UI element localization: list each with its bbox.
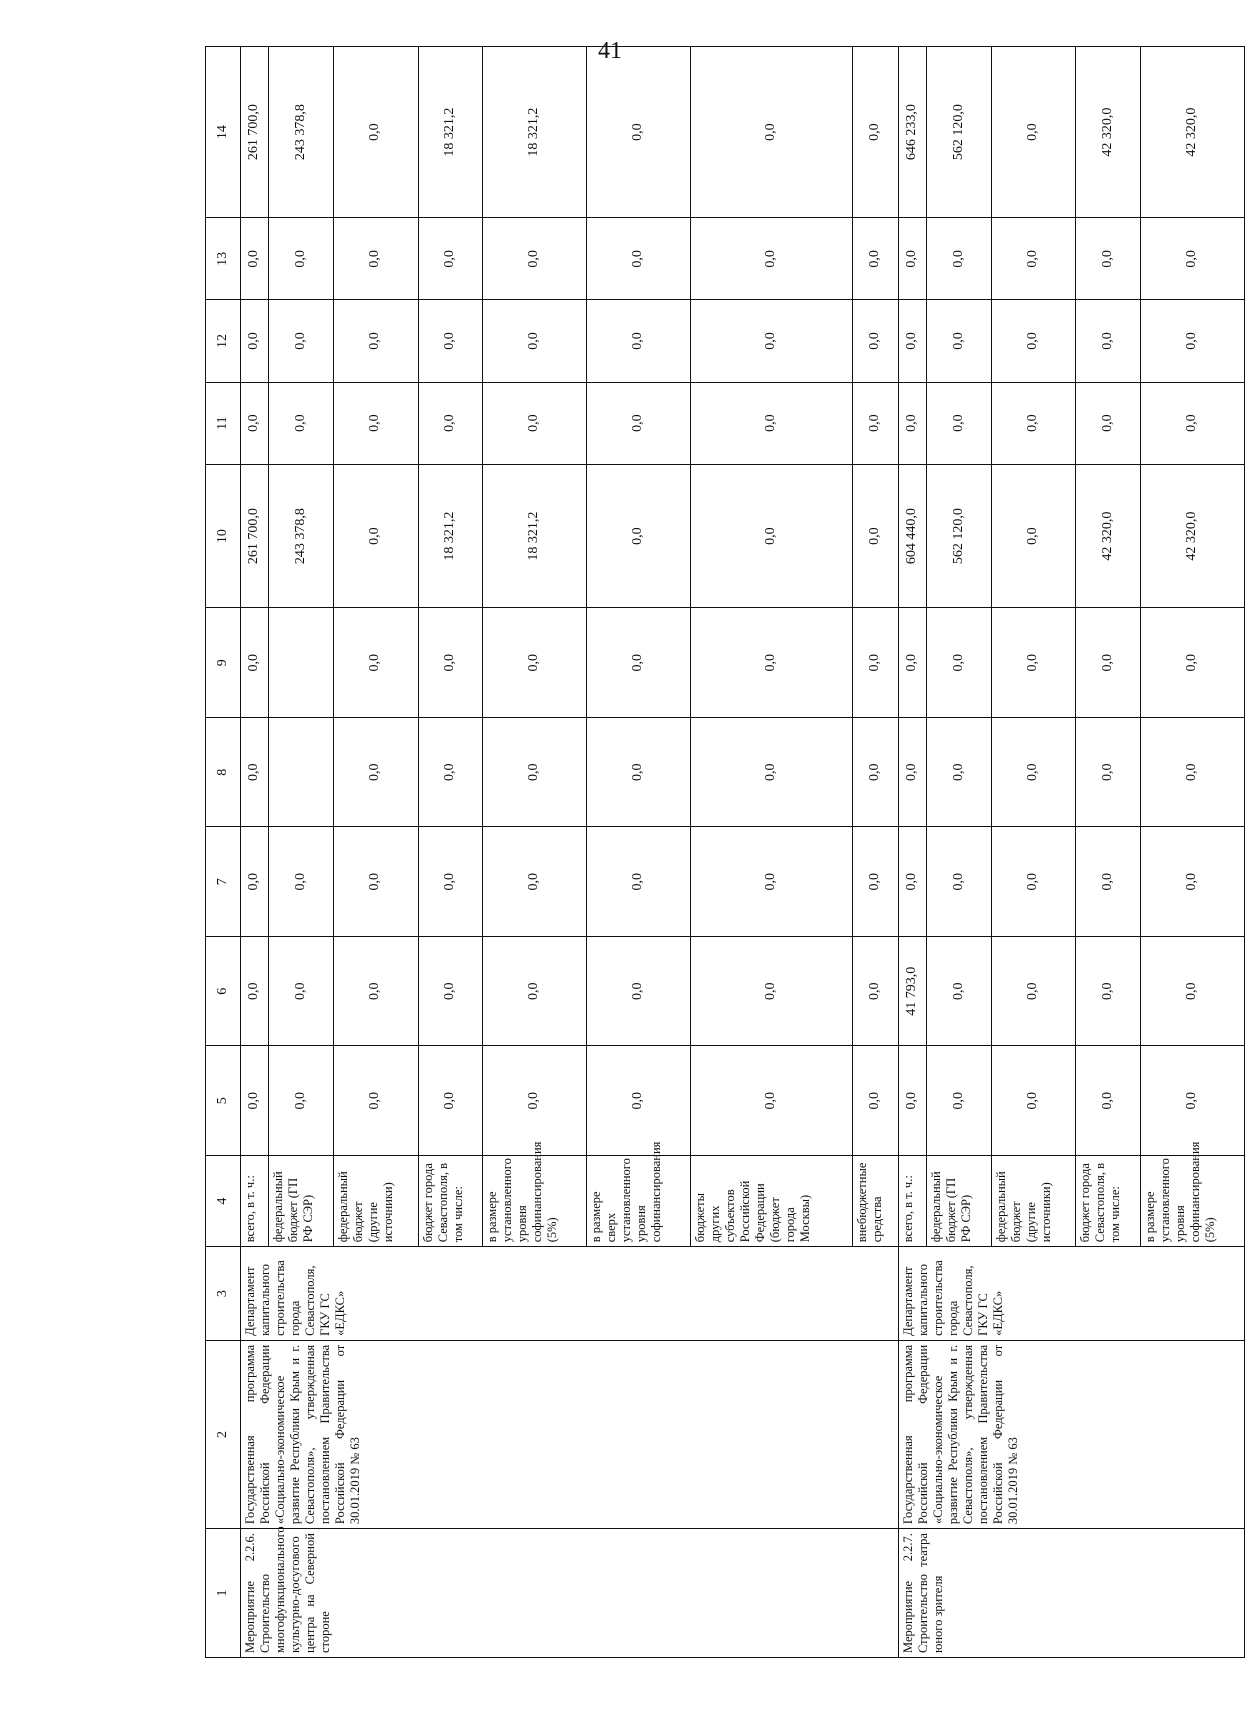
value-cell: 0,0 [853, 936, 898, 1046]
value-cell: 0,0 [853, 717, 898, 827]
value-cell: 42 320,0 [1076, 47, 1141, 218]
value-cell: 0,0 [418, 936, 483, 1046]
value-cell: 0,0 [1141, 936, 1245, 1046]
value-cell: 0,0 [1076, 218, 1141, 300]
col-header: 4 [206, 1156, 241, 1247]
value-cell: 261 700,0 [241, 464, 269, 608]
col-header: 2 [206, 1340, 241, 1528]
col-header: 9 [206, 608, 241, 718]
value-cell: 0,0 [1141, 300, 1245, 382]
value-cell: 0,0 [418, 382, 483, 464]
value-cell: 0,0 [1076, 300, 1141, 382]
value-cell: 0,0 [691, 936, 853, 1046]
source-cell: бюджеты других субъектов Российской Федерации (бюджет города Москвы) [691, 1156, 853, 1247]
value-cell: 0,0 [334, 382, 418, 464]
value-cell: 0,0 [926, 1046, 991, 1156]
value-cell: 243 378,8 [269, 464, 334, 608]
rotated-table-container [205, 46, 1245, 1658]
value-cell: 0,0 [898, 1046, 926, 1156]
col-header: 5 [206, 1046, 241, 1156]
value-cell: 0,0 [483, 300, 587, 382]
value-cell: 0,0 [1141, 717, 1245, 827]
value-cell: 0,0 [898, 827, 926, 937]
table-body [241, 47, 1245, 1658]
value-cell: 0,0 [418, 218, 483, 300]
source-cell: федеральный бюджет (другие источники) [991, 1156, 1075, 1247]
budget-table [205, 46, 1245, 1658]
value-cell: 0,0 [587, 1046, 691, 1156]
value-cell: 0,0 [691, 300, 853, 382]
value-cell: 0,0 [926, 936, 991, 1046]
value-cell: 0,0 [898, 300, 926, 382]
value-cell: 0,0 [1076, 608, 1141, 718]
value-cell: 0,0 [1076, 717, 1141, 827]
col-header: 14 [206, 47, 241, 218]
value-cell: 0,0 [587, 827, 691, 937]
value-cell: 0,0 [241, 300, 269, 382]
value-cell: 0,0 [853, 382, 898, 464]
value-cell: 0,0 [691, 827, 853, 937]
value-cell: 0,0 [691, 382, 853, 464]
value-cell: 0,0 [483, 608, 587, 718]
value-cell: 0,0 [269, 1046, 334, 1156]
value-cell: 0,0 [898, 608, 926, 718]
value-cell: 0,0 [853, 827, 898, 937]
activity-cell: Мероприятие 2.2.6. Строительство многофункционального культурно-досугового центра на Северной стороне [241, 1529, 899, 1658]
activity-cell: Мероприятие 2.2.7. Строительство театра юного зрителя [898, 1529, 1244, 1658]
value-cell: 0,0 [926, 827, 991, 937]
value-cell: 0,0 [334, 717, 418, 827]
value-cell: 0,0 [269, 300, 334, 382]
value-cell: 0,0 [483, 717, 587, 827]
col-header: 3 [206, 1247, 241, 1341]
program-cell: Государственная программа Российской Федерации «Социально-экономическое развитие Республики Крым и г. Севастополя», утвержденная постановлением Правительства Российской Федерации от 30.01.2019 № 63 [898, 1340, 1244, 1528]
value-cell: 0,0 [991, 608, 1075, 718]
value-cell: 0,0 [269, 382, 334, 464]
value-cell: 0,0 [691, 47, 853, 218]
value-cell: 0,0 [587, 717, 691, 827]
value-cell: 0,0 [418, 608, 483, 718]
value-cell: 0,0 [418, 300, 483, 382]
value-cell: 0,0 [991, 218, 1075, 300]
value-cell: 0,0 [334, 218, 418, 300]
value-cell: 0,0 [483, 218, 587, 300]
value-cell: 18 321,2 [483, 464, 587, 608]
value-cell: 0,0 [334, 464, 418, 608]
source-cell: всего, в т. ч.: [898, 1156, 926, 1247]
value-cell: 0,0 [926, 608, 991, 718]
value-cell: 0,0 [483, 827, 587, 937]
executor-cell: Департамент капитального строительства города Севастополя, ГКУ ГС «ЕДКС» [898, 1247, 1244, 1341]
value-cell: 0,0 [991, 464, 1075, 608]
col-header: 10 [206, 464, 241, 608]
value-cell: 0,0 [1141, 1046, 1245, 1156]
col-header: 8 [206, 717, 241, 827]
value-cell: 0,0 [241, 936, 269, 1046]
value-cell: 0,0 [587, 47, 691, 218]
value-cell: 0,0 [991, 827, 1075, 937]
value-cell [269, 717, 334, 827]
value-cell: 0,0 [334, 827, 418, 937]
value-cell: 0,0 [991, 936, 1075, 1046]
value-cell: 562 120,0 [926, 47, 991, 218]
source-cell: федеральный бюджет (ГП РФ СЭР) [269, 1156, 334, 1247]
value-cell: 0,0 [1076, 827, 1141, 937]
table-header [206, 47, 241, 1658]
value-cell: 0,0 [1076, 936, 1141, 1046]
source-cell: в размере сверх установленного уровня софинансирования [587, 1156, 691, 1247]
value-cell: 0,0 [853, 608, 898, 718]
source-cell: в размере установленного уровня софинансирования (5%) [1141, 1156, 1245, 1247]
value-cell: 0,0 [241, 608, 269, 718]
value-cell: 0,0 [853, 300, 898, 382]
value-cell: 0,0 [334, 608, 418, 718]
value-cell: 0,0 [926, 717, 991, 827]
value-cell: 0,0 [241, 827, 269, 937]
value-cell: 0,0 [587, 936, 691, 1046]
value-cell: 0,0 [418, 827, 483, 937]
value-cell: 42 320,0 [1141, 47, 1245, 218]
value-cell: 0,0 [1141, 218, 1245, 300]
value-cell: 0,0 [926, 300, 991, 382]
table-row [898, 47, 926, 1658]
value-cell: 0,0 [898, 218, 926, 300]
value-cell: 0,0 [241, 382, 269, 464]
value-cell: 0,0 [853, 218, 898, 300]
source-cell: бюджет города Севастополя, в том числе: [1076, 1156, 1141, 1247]
page-number: 41 [598, 38, 622, 64]
value-cell: 0,0 [334, 1046, 418, 1156]
value-cell: 0,0 [241, 1046, 269, 1156]
value-cell: 0,0 [241, 218, 269, 300]
value-cell: 18 321,2 [418, 464, 483, 608]
value-cell: 0,0 [991, 382, 1075, 464]
value-cell: 0,0 [334, 936, 418, 1046]
value-cell: 18 321,2 [418, 47, 483, 218]
source-cell: всего, в т. ч.: [241, 1156, 269, 1247]
value-cell: 0,0 [269, 827, 334, 937]
value-cell: 42 320,0 [1141, 464, 1245, 608]
value-cell: 0,0 [691, 608, 853, 718]
col-header: 13 [206, 218, 241, 300]
value-cell: 0,0 [691, 218, 853, 300]
executor-cell: Департамент капитального строительства города Севастополя, ГКУ ГС «ЕДКС» [241, 1247, 899, 1341]
value-cell: 0,0 [483, 1046, 587, 1156]
value-cell: 0,0 [241, 717, 269, 827]
value-cell: 0,0 [991, 300, 1075, 382]
program-cell: Государственная программа Российской Федерации «Социально-экономическое развитие Республики Крым и г. Севастополя», утвержденная постановлением Правительства Российской Федерации от 30.01.2019 № 63 [241, 1340, 899, 1528]
value-cell: 0,0 [1141, 827, 1245, 937]
col-header: 11 [206, 382, 241, 464]
value-cell: 0,0 [691, 1046, 853, 1156]
value-cell: 0,0 [418, 1046, 483, 1156]
value-cell: 646 233,0 [898, 47, 926, 218]
value-cell: 0,0 [691, 717, 853, 827]
value-cell: 41 793,0 [898, 936, 926, 1046]
value-cell: 18 321,2 [483, 47, 587, 218]
source-cell: федеральный бюджет (ГП РФ СЭР) [926, 1156, 991, 1247]
value-cell: 0,0 [1141, 608, 1245, 718]
value-cell: 0,0 [991, 47, 1075, 218]
value-cell: 0,0 [587, 300, 691, 382]
value-cell: 0,0 [853, 464, 898, 608]
value-cell: 604 440,0 [898, 464, 926, 608]
col-header: 7 [206, 827, 241, 937]
value-cell: 0,0 [898, 382, 926, 464]
value-cell: 562 120,0 [926, 464, 991, 608]
value-cell: 0,0 [853, 47, 898, 218]
value-cell: 0,0 [418, 717, 483, 827]
value-cell: 0,0 [853, 1046, 898, 1156]
value-cell: 261 700,0 [241, 47, 269, 218]
source-cell: бюджет города Севастополя, в том числе: [418, 1156, 483, 1247]
value-cell: 0,0 [587, 218, 691, 300]
col-header: 12 [206, 300, 241, 382]
value-cell: 0,0 [587, 464, 691, 608]
col-header: 1 [206, 1529, 241, 1658]
table-row [241, 47, 269, 1658]
col-header: 6 [206, 936, 241, 1046]
source-cell: федеральный бюджет (другие источники) [334, 1156, 418, 1247]
value-cell: 0,0 [269, 218, 334, 300]
source-cell: внебюджетные средства [853, 1156, 898, 1247]
value-cell: 0,0 [926, 382, 991, 464]
value-cell [269, 608, 334, 718]
value-cell: 42 320,0 [1076, 464, 1141, 608]
value-cell: 0,0 [334, 47, 418, 218]
value-cell: 0,0 [926, 218, 991, 300]
value-cell: 0,0 [334, 300, 418, 382]
value-cell: 0,0 [269, 936, 334, 1046]
value-cell: 0,0 [991, 717, 1075, 827]
value-cell: 0,0 [587, 608, 691, 718]
value-cell: 0,0 [483, 382, 587, 464]
header-row [206, 47, 241, 1658]
value-cell: 0,0 [898, 717, 926, 827]
value-cell: 0,0 [587, 382, 691, 464]
value-cell: 0,0 [483, 936, 587, 1046]
source-cell: в размере установленного уровня софинансирования (5%) [483, 1156, 587, 1247]
value-cell: 0,0 [1141, 382, 1245, 464]
value-cell: 0,0 [1076, 382, 1141, 464]
value-cell: 0,0 [1076, 1046, 1141, 1156]
value-cell: 0,0 [691, 464, 853, 608]
value-cell: 0,0 [991, 1046, 1075, 1156]
value-cell: 243 378,8 [269, 47, 334, 218]
